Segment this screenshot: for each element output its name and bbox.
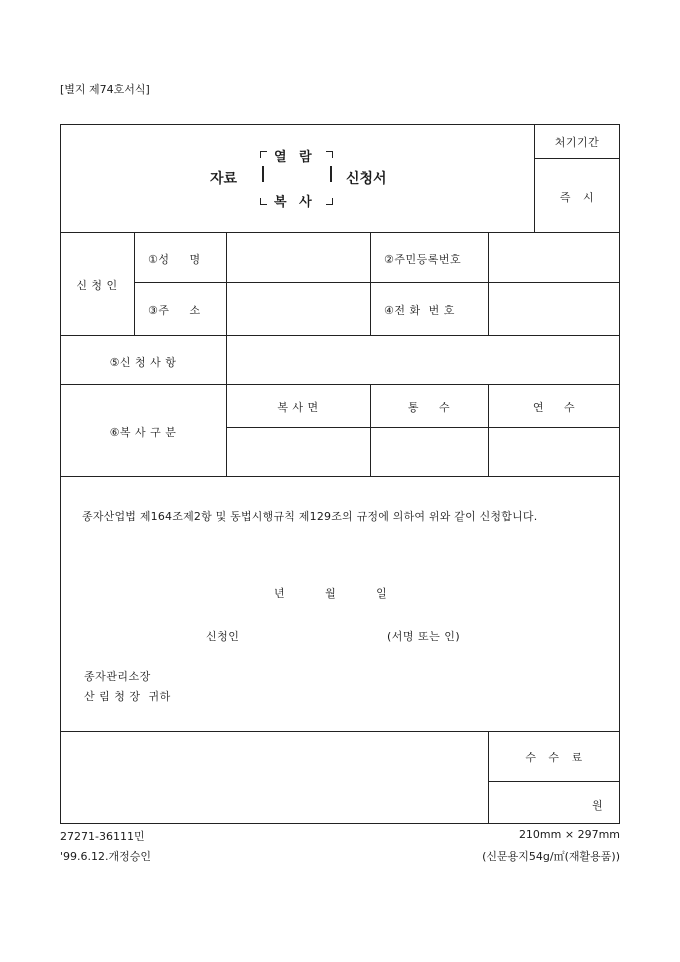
bracket-top-left bbox=[260, 151, 267, 158]
recipient-line-2: 산 림 청 장 귀하 bbox=[84, 690, 171, 703]
bracket-bottom-left bbox=[260, 198, 267, 205]
id-number-field[interactable] bbox=[489, 233, 619, 281]
copy-type-label: ⑥복 사 구 분 bbox=[109, 426, 177, 439]
processing-value: 즉 시 bbox=[559, 191, 595, 204]
processing-label: 처기기간 bbox=[554, 136, 600, 149]
form-number: [별지 제74호서식] bbox=[60, 83, 150, 96]
fee-label: 수 수 료 bbox=[525, 751, 583, 764]
copy-count-field[interactable] bbox=[371, 428, 487, 475]
recipient-line-1: 종자관리소장 bbox=[84, 670, 151, 683]
phone-field[interactable] bbox=[489, 283, 619, 334]
title-suffix: 신청서 bbox=[346, 171, 387, 187]
address-label: ③주 소 bbox=[148, 304, 201, 317]
footer-code: 27271-36111민 bbox=[60, 830, 145, 843]
address-field[interactable] bbox=[227, 283, 369, 334]
applicant-section-label: 신 청 인 bbox=[76, 279, 118, 292]
bracket-right-bar bbox=[330, 166, 332, 182]
request-field[interactable] bbox=[227, 336, 619, 383]
copy-count-header: 통 수 bbox=[407, 401, 451, 414]
bracket-bottom-right bbox=[326, 198, 333, 205]
footer-paper-size: 210mm × 297mm bbox=[518, 828, 620, 841]
fee-amount-field[interactable] bbox=[489, 782, 589, 823]
title-option-copy: 복 사 bbox=[274, 195, 316, 210]
signature-placeholder: (서명 또는 인) bbox=[387, 630, 461, 643]
title-option-view: 열 람 bbox=[274, 150, 316, 165]
request-label: ⑤신 청 사 항 bbox=[109, 356, 177, 369]
id-number-label: ②주민등록번호 bbox=[384, 253, 462, 266]
statement-text: 종자산업법 제164조제2항 및 동법시행규칙 제129조의 규정에 의하여 위와 같이 신청합니다. bbox=[82, 510, 538, 523]
title-prefix: 자료 bbox=[210, 171, 238, 187]
bracket-left-bar bbox=[262, 166, 264, 182]
copy-sheets-field[interactable] bbox=[489, 428, 619, 475]
copy-sheets-header: 연 수 bbox=[532, 401, 576, 414]
phone-label: ④전 화 번 호 bbox=[384, 304, 455, 317]
copy-pages-field[interactable] bbox=[227, 428, 369, 475]
applicant-sign-label: 신청인 bbox=[206, 630, 240, 643]
footer-paper-type: (신문용지54g/㎡(재활용품)) bbox=[482, 850, 620, 863]
bracket-top-right bbox=[326, 151, 333, 158]
fee-unit: 원 bbox=[592, 799, 604, 812]
name-label: ①성 명 bbox=[148, 253, 201, 266]
application-date: 년 월 일 bbox=[274, 587, 388, 600]
footer-approval: '99.6.12.개정승인 bbox=[60, 850, 152, 863]
name-field[interactable] bbox=[227, 233, 369, 281]
copy-pages-header: 복 사 면 bbox=[277, 401, 319, 414]
